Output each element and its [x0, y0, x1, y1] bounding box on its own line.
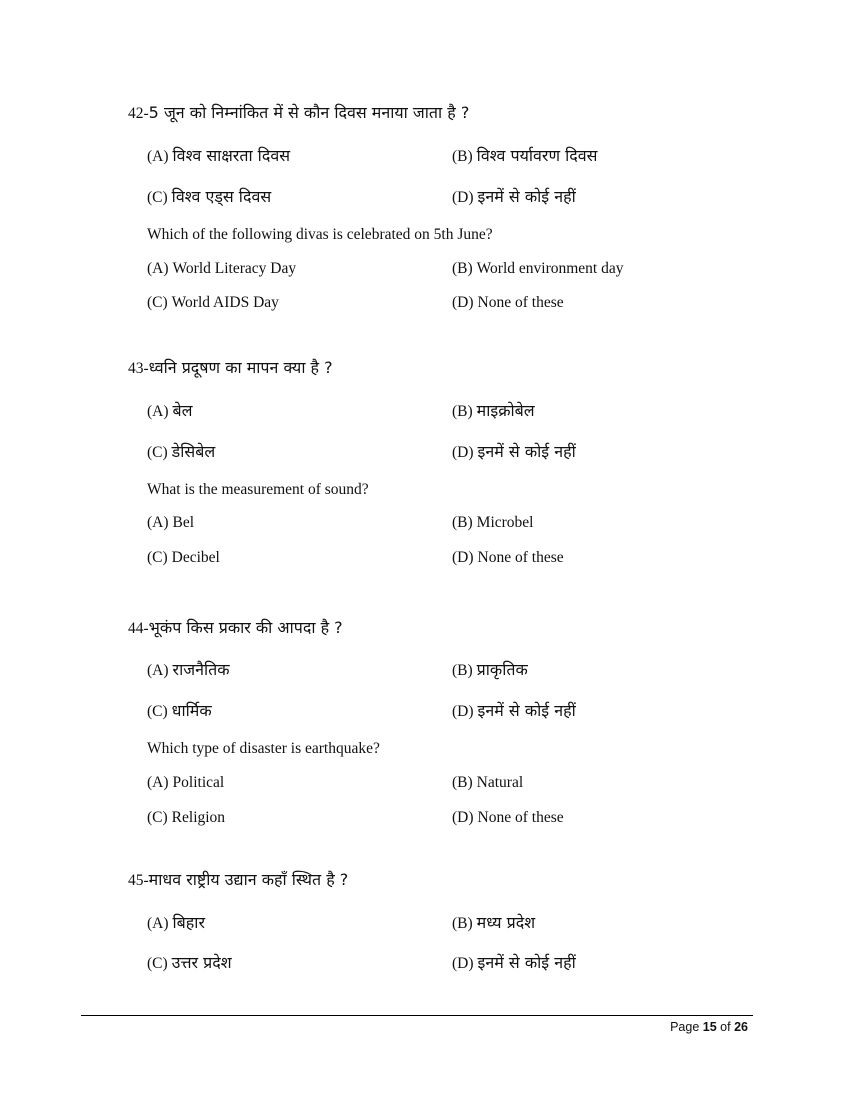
- footer-divider: [81, 1015, 753, 1016]
- page-number: [670, 1020, 748, 1034]
- question-text-english: What is the measurement of sound?: [147, 481, 369, 498]
- current-page: 15: [702, 1020, 717, 1034]
- option-d-hindi: (D) इनमें से कोई नहीं: [452, 701, 576, 720]
- question-text-english: Which type of disaster is earthquake?: [147, 740, 380, 757]
- option-d-english: (D) None of these: [452, 294, 564, 311]
- option-a-hindi: (A) बिहार: [147, 913, 205, 932]
- option-c-hindi: (C) उत्तर प्रदेश: [147, 953, 232, 972]
- option-a-hindi: (A) विश्व साक्षरता दिवस: [147, 146, 291, 165]
- question-number: 42-: [128, 105, 149, 122]
- option-c-english: (C) World AIDS Day: [147, 294, 279, 311]
- option-c-english: (C) Religion: [147, 809, 226, 826]
- question-42-hindi: [128, 103, 469, 124]
- option-b-hindi: (B) माइक्रोबेल: [452, 401, 535, 420]
- option-b-hindi: (B) विश्व पर्यावरण दिवस: [452, 146, 598, 165]
- question-text-hindi: माधव राष्ट्रीय उद्यान कहाँ स्थित है ?: [148, 870, 349, 889]
- option-b-english: (B) World environment day: [452, 260, 624, 277]
- option-b-hindi: (B) प्राकृतिक: [452, 660, 528, 679]
- option-a-english: (A) World Literacy Day: [147, 260, 297, 277]
- option-c-english: (C) Decibel: [147, 549, 220, 566]
- page-word: Page: [670, 1020, 700, 1034]
- question-number: 43-: [128, 360, 149, 377]
- option-c-hindi: (C) विश्व एड्स दिवस: [147, 187, 272, 206]
- of-word: of: [720, 1020, 731, 1034]
- option-c-hindi: (C) डेसिबेल: [147, 442, 216, 461]
- option-a-english: (A) Political: [147, 774, 225, 791]
- question-44-hindi: [128, 618, 343, 639]
- option-d-hindi: (D) इनमें से कोई नहीं: [452, 187, 576, 206]
- question-45-hindi: [128, 870, 348, 891]
- option-a-hindi: (A) बेल: [147, 401, 193, 420]
- question-number: 45-: [128, 872, 149, 889]
- option-b-english: (B) Microbel: [452, 514, 534, 531]
- question-text-hindi: ध्वनि प्रदूषण का मापन क्या है ?: [148, 358, 333, 377]
- total-pages: 26: [734, 1020, 748, 1034]
- question-text-english: Which of the following divas is celebrated on 5th June?: [147, 226, 493, 243]
- option-d-hindi: (D) इनमें से कोई नहीं: [452, 442, 576, 461]
- option-a-english: (A) Bel: [147, 514, 195, 531]
- question-text-hindi: भूकंप किस प्रकार की आपदा है ?: [148, 618, 343, 637]
- option-d-english: (D) None of these: [452, 549, 564, 566]
- question-number: 44-: [128, 620, 149, 637]
- option-c-hindi: (C) धार्मिक: [147, 701, 212, 720]
- option-d-hindi: (D) इनमें से कोई नहीं: [452, 953, 576, 972]
- question-text-hindi: 5 जून को निम्नांकित में से कौन दिवस मनाया जाता है ?: [148, 103, 470, 122]
- option-a-hindi: (A) राजनैतिक: [147, 660, 230, 679]
- option-b-english: (B) Natural: [452, 774, 524, 791]
- option-d-english: (D) None of these: [452, 809, 564, 826]
- question-43-hindi: [128, 358, 333, 379]
- option-b-hindi: (B) मध्य प्रदेश: [452, 913, 536, 932]
